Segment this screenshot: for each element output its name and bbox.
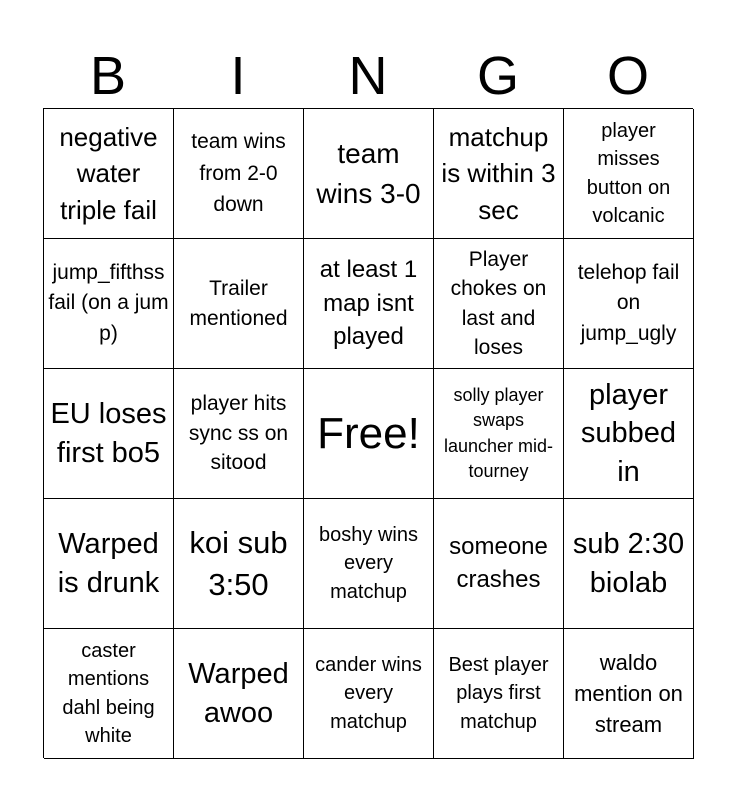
bingo-cell[interactable]: sub 2:30 biolab [564,499,694,629]
header-letter-o: O [606,46,649,106]
bingo-header [43,44,693,108]
bingo-cell[interactable]: team wins 3-0 [304,109,434,239]
bingo-cell[interactable]: at least 1 map isnt played [304,239,434,369]
bingo-cell[interactable]: solly player swaps launcher mid-tourney [434,369,564,499]
bingo-cell[interactable]: telehop fail on jump_ugly [564,239,694,369]
bingo-cell[interactable]: Warped is drunk [44,499,174,629]
bingo-cell[interactable]: matchup is within 3 sec [434,109,564,239]
header-letter-b: B [89,46,127,106]
bingo-cell[interactable]: boshy wins every matchup [304,499,434,629]
bingo-cell[interactable]: caster mentions dahl being white [44,629,174,759]
bingo-cell[interactable]: Warped awoo [174,629,304,759]
bingo-cell[interactable]: someone crashes [434,499,564,629]
bingo-cell[interactable]: player misses button on volcanic [564,109,694,239]
bingo-cell[interactable]: player hits sync ss on sitood [174,369,304,499]
bingo-cell[interactable]: team wins from 2-0 down [174,109,304,239]
free-space[interactable]: Free! [304,369,434,499]
bingo-card [43,108,693,758]
bingo-cell[interactable]: Best player plays first matchup [434,629,564,759]
bingo-cell[interactable]: EU loses first bo5 [44,369,174,499]
header-letter-n: N [348,46,388,106]
bingo-cell[interactable]: Player chokes on last and loses [434,239,564,369]
header-letter-i: I [230,46,246,106]
bingo-cell[interactable]: waldo mention on stream [564,629,694,759]
bingo-cell[interactable]: Trailer mentioned [174,239,304,369]
bingo-cell[interactable]: koi sub 3:50 [174,499,304,629]
bingo-cell[interactable]: jump_fifthss fail (on a jump) [44,239,174,369]
bingo-cell[interactable]: negative water triple fail [44,109,174,239]
header-letter-g: G [476,46,519,106]
bingo-cell[interactable]: cander wins every matchup [304,629,434,759]
bingo-cell[interactable]: player subbed in [564,369,694,499]
